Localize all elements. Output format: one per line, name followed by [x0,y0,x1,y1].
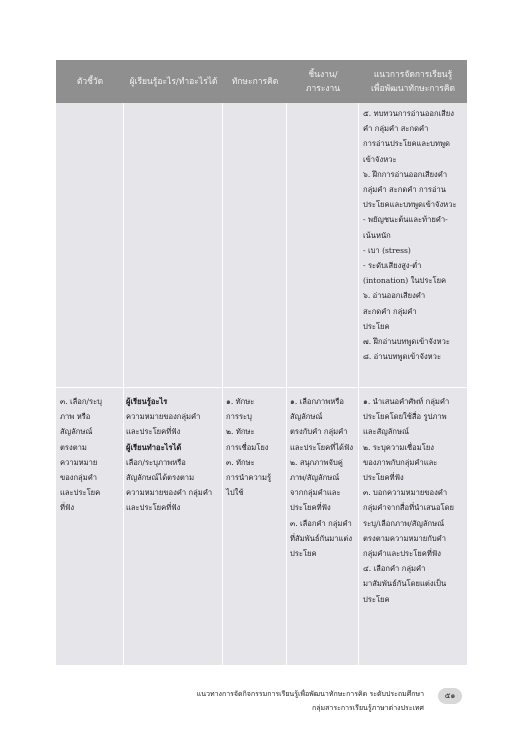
header-learner: ผู้เรียนรู้อะไร/ทำอะไรได้ [129,76,218,87]
row2-learner [126,394,222,516]
column-divider [123,103,124,665]
learner-heading-what: ผู้เรียนรู้อะไร [126,397,168,406]
learner-heading-do: ผู้เรียนทำอะไรได้ [126,442,182,452]
row2-thinking-skill: ๑. ทักษะ การระบุ ๒. ทักษะ การเชื่อมโยง ๓. ทักษะ การนำความรู้ ไปใช้ [226,397,272,498]
learner-text-do: เลือก/ระบุภาพหรือ สัญลักษณ์ได้ตรงตาม ความหมายของคำ กลุ่มคำ และประโยคที่ฟัง [126,457,213,513]
row2-task: ๑. เลือกภาพหรือ สัญลักษณ์ ตรงกับคำ กลุ่มคำ และประโยคที่ได้ฟัง ๒. สนุกภาพจับคู่ ภาพ/สัญลักษณ์ จากกลุ่มคำและ ประโยคที่ฟัง ๓. เลือกคำ กลุ่มคำ ที่สัมพันธ์กันมาแต่ง ประโยค [290,397,354,559]
row1-activity: ๕. ทบทวนการอ่านออกเสียง คำ กลุ่มคำ สะกดคำ การอ่านประโยคและบทพูด เข้าจังหวะ ๖. ฝึกการอ่านออกเสียงคำ กลุ่มคำ สะกดคำ การอ่าน ประโยคและบทพูดเข้าจังหวะ - พยัญชนะต้นและท้ายคำ- เน้นหนัก - เบา (stress) - ระดับเสียงสูง-ต่ำ (intonation) ในประโยค ๖. อ่านออกเสียงคำ สะกดคำ กลุ่มคำ ประโยค ๗. ฝึกอ่านบทพูดเข้าจังหวะ ๘. อ่านบทพูดเข้าจังหวะ [363,109,457,362]
learning-table [56,60,467,665]
column-divider [358,103,359,665]
header-indicator: ตัวชี้วัด [76,76,104,87]
column-divider [286,103,287,665]
row-divider [56,387,467,388]
footer-title: แนวทางการจัดกิจกรรมการเรียนรู้เพื่อพัฒนาทักษะการคิด ระดับประถมศึกษา [196,690,424,698]
table-header [56,60,467,103]
page-number: ๕๑ [438,688,462,704]
row2-indicator: ๓. เลือก/ระบุ ภาพ หรือ สัญลักษณ์ ตรงตาม ความหมาย ของกลุ่มคำ และประโยค ที่ฟัง [60,397,102,513]
header-thinking-skill: ทักษะการคิด [231,76,279,87]
column-divider [222,103,223,665]
learner-text-what: ความหมายของกลุ่มคำ และประโยคที่ฟัง [126,412,201,437]
header-activity: แนวการจัดการเรียนรู้ เพื่อพัฒนาทักษะการคิด [370,69,456,94]
footer-subtitle: กลุ่มสาระการเรียนรู้ภาษาต่างประเทศ [312,704,424,712]
header-task: ชิ้นงาน/ ภาระงาน [305,69,341,94]
row2-activity: ๑. นำเสนอคำศัพท์ กลุ่มคำ ประโยคโดยใช้สื่อ รูปภาพ และสัญลักษณ์ ๒. ระบุความเชื่อมโยง ของภาพกับกลุ่มคำและ ประโยคที่ฟัง ๓. บอกความหมายของคำ กลุ่มคำจากสื่อที่นำเสนอโดย ระบุ/เลือกภาพ/สัญลักษณ์ ตรงตามความหมายกับคำ กลุ่มคำและประโยคที่ฟัง ๔. เลือกคำ กลุ่มคำ มาสัมพันธ์กันโดยแต่งเป็น ประโยค [363,397,455,604]
